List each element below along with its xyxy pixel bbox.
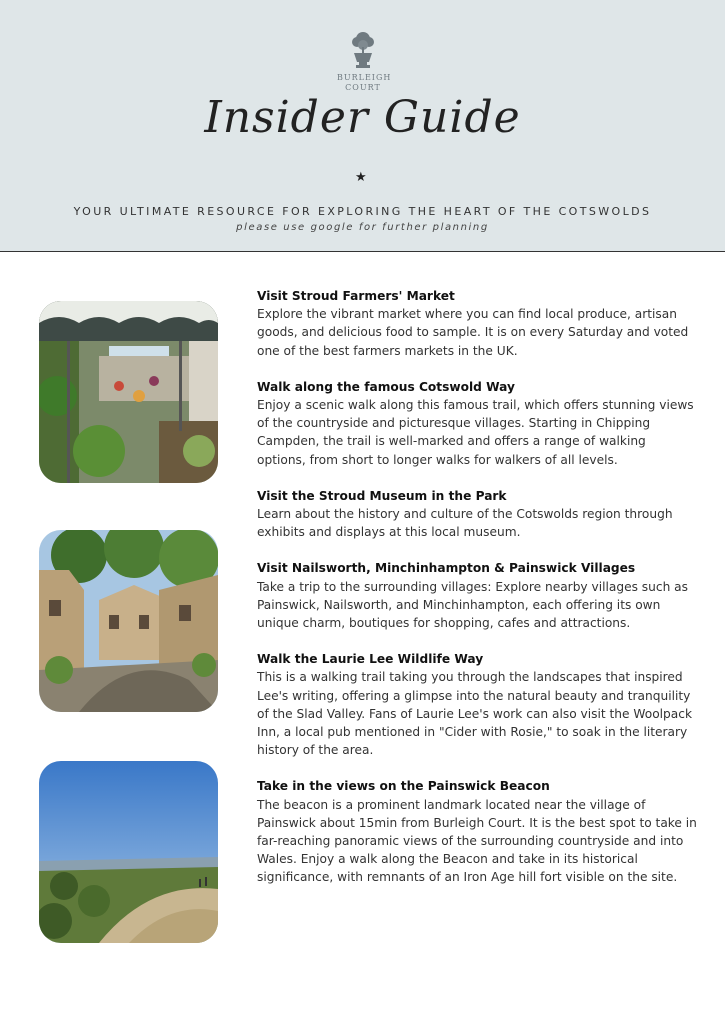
urn-tree-icon [348,30,378,70]
header-banner [0,0,725,252]
section-body: Explore the vibrant market where you can find local produce, artisan goods, and delicious food to sample. It is on every Saturday and voted one of the best farmers markets in the UK. [257,307,689,358]
section-body: Enjoy a scenic walk along this famous trail, which offers stunning views of the countryside and picturesque villages. Starting in Chipping Campden, the trail is well-marked and offers a range of walking options, from short to longer walks for walkers of all levels. [257,398,694,467]
section-laurie-lee-way [257,650,697,759]
logo-line-2: COURT [345,83,381,92]
section-body: Take a trip to the surrounding villages: Explore nearby villages such as Painswick, Nailsworth, and Minchinhampton, each offering its own unique charm, boutiques for shopping, cafes and attractions. [257,579,688,631]
burleigh-court-logo [337,30,392,93]
section-heading: Take in the views on the Painswick Beacon [257,779,550,794]
section-heading: Visit Nailsworth, Minchinhampton & Painswick Villages [257,561,636,576]
section-heading: Visit Stroud Farmers' Market [257,289,455,303]
painswick-beacon-photo [39,761,218,943]
section-painswick-beacon [257,777,697,886]
logo-line-1: BURLEIGH [337,73,392,82]
activity-list [257,287,697,905]
section-body: Learn about the history and culture of the Cotswolds region through exhibits and displays at this local museum. [257,507,673,540]
section-body: The beacon is a prominent landmark located near the village of Painswick about 15min from Burleigh Court. It is the best spot to take in far-reaching panoramic views of the surrounding countryside and into Wales. Enjoy a walk along the Beacon and take in its historical significance, with remnants of an Iron Age hill fort visible on the site. [257,797,697,885]
cotswold-village-photo [39,530,218,712]
section-stroud-museum [257,487,697,542]
section-heading: Walk the Laurie Lee Wildlife Way [257,652,484,667]
tagline: YOUR ULTIMATE RESOURCE FOR EXPLORING THE HEART OF THE COTSWOLDS [73,205,652,218]
section-heading: Walk along the famous Cotswold Way [257,379,515,394]
section-heading: Visit the Stroud Museum in the Park [257,488,507,503]
section-villages [257,559,697,632]
farmers-market-photo [39,301,218,483]
subline: please use google for further planning [236,222,489,233]
section-farmers-market [257,287,697,360]
star-icon: ★ [355,170,367,185]
page-title: Insider Guide [204,92,521,143]
section-cotswold-way [257,378,697,469]
section-body: This is a walking trail taking you through the landscapes that inspired Lee's writing, offering a glimpse into the natural beauty and tranquility of the Slad Valley. Fans of Laurie Lee's work can also visit the Woolpack Inn, a local pub mentioned in "Cider with Rosie," to soak in the literary history of the area. [257,670,693,758]
